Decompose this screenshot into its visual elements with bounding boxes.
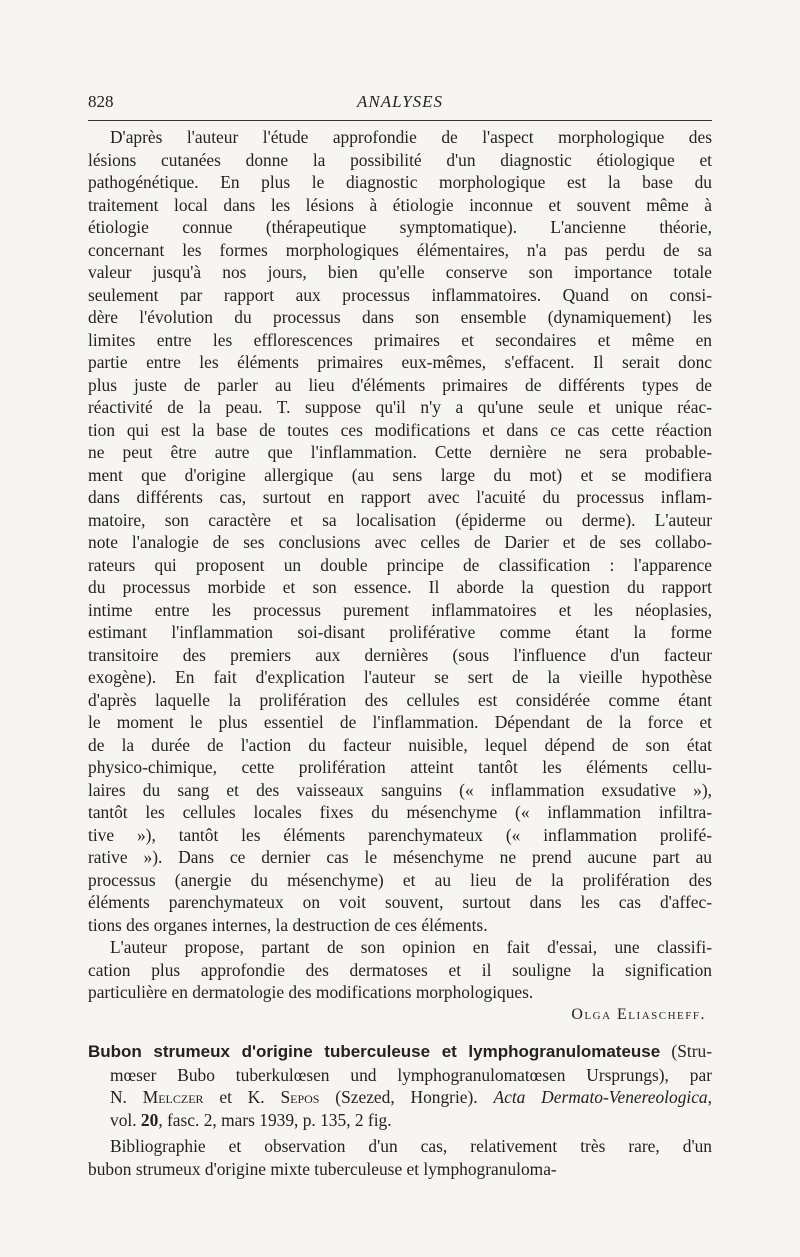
text-line: tion qui est la base de toutes ces modifications et dans ce cas cette réaction xyxy=(88,419,712,440)
page-number: 828 xyxy=(88,92,114,111)
text-line: intime entre les processus purement inflammatoires et les néoplasies, xyxy=(88,599,712,620)
text-line: de la durée de l'action du facteur nuisible, lequel dépend de son état xyxy=(88,734,712,755)
author-name-1: Melczer xyxy=(142,1087,204,1107)
text-line: transitoire des premiers aux dernières (sous l'influence d'un facteur xyxy=(88,644,712,665)
article-2-body xyxy=(88,1135,712,1180)
text-line: dère l'évolution du processus dans son ensemble (dynamiquement) les xyxy=(88,307,712,327)
article-1-paragraph-2 xyxy=(88,936,712,1004)
text-line: matoire, son caractère et sa localisation (épiderme ou derme). L'auteur xyxy=(88,509,712,530)
text-line: tions des organes internes, la destruction de ces éléments. xyxy=(88,914,488,935)
text-line: traitement local dans les lésions à étiologie inconnue et souvent même à xyxy=(88,194,712,215)
page-header xyxy=(88,92,712,116)
text-line: note l'analogie de ses conclusions avec celles de Darier et de ses collabo- xyxy=(88,532,712,552)
text-line: éléments parenchymateux on voit souvent, surtout dans les cas d'affec- xyxy=(88,892,712,912)
citation-line-4 xyxy=(88,1109,712,1132)
authors-prefix: N. xyxy=(110,1087,143,1107)
text-line: du processus morbide et son essence. Il aborde la question du rapport xyxy=(88,577,712,597)
citation-title-tail: (Stru- xyxy=(660,1041,712,1061)
text-line: D'après l'auteur l'étude approfondie de l'aspect morphologique des xyxy=(110,127,712,147)
volume-details: , fasc. 2, mars 1939, p. 135, 2 fig. xyxy=(158,1109,392,1130)
authors-separator: et K. xyxy=(203,1087,281,1107)
journal-name: Acta Dermato-Venereologica, xyxy=(493,1087,712,1107)
text-line: laires du sang et des vaisseaux sanguins (« inflammation exsudative »), xyxy=(88,779,712,800)
text-line: rative »). Dans ce dernier cas le mésenchyme ne prend aucune part au xyxy=(88,847,712,867)
text-line: seulement par rapport aux processus inflammatoires. Quand on consi- xyxy=(88,284,712,305)
text-line: physico-chimique, cette prolifération atteint tantôt les éléments cellu- xyxy=(88,757,712,777)
text-line: étiologie connue (thérapeutique symptomatique). L'ancienne théorie, xyxy=(88,217,712,237)
text-line: tantôt les cellules locales fixes du mésenchyme (« inflammation infiltra- xyxy=(88,802,712,822)
text-line: valeur jusqu'à nos jours, bien qu'elle conserve son importance totale xyxy=(88,262,712,282)
article-1-paragraph-1 xyxy=(88,126,712,936)
text-line: partie entre les éléments primaires eux-mêmes, s'effacent. Il serait donc xyxy=(88,352,712,372)
text-line: lésions cutanées donne la possibilité d'un diagnostic étiologique et xyxy=(88,149,712,170)
text-line: plus juste de parler au lieu d'éléments primaires de différents types de xyxy=(88,374,712,395)
citation-line-2: mœser Bubo tuberkulœsen und lymphogranulomatœsen Ursprungs), par xyxy=(110,1064,712,1085)
authors-location: (Szezed, Hongrie). xyxy=(319,1087,494,1107)
citation-line-1 xyxy=(88,1040,712,1064)
author-signature: Olga Eliascheff. xyxy=(571,1005,706,1023)
article-2-title: Bubon strumeux d'origine tuberculeuse et lymphogranulomateuse xyxy=(88,1042,661,1061)
volume-number: 20 xyxy=(140,1109,159,1130)
text-line: limites entre les efflorescences primaires et secondaires et même en xyxy=(88,329,712,350)
text-line: bubon strumeux d'origine mixte tuberculeuse et lymphogranuloma- xyxy=(88,1158,557,1179)
volume-prefix: vol. xyxy=(110,1109,141,1130)
text-line: tive »), tantôt les éléments parenchymateux (« inflammation prolifé- xyxy=(88,824,712,845)
text-line: cation plus approfondie des dermatoses et il souligne la signification xyxy=(88,959,712,980)
text-line: ment que d'origine allergique (au sens large du mot) et se modifiera xyxy=(88,464,712,485)
text-line: particulière en dermatologie des modifications morphologiques. xyxy=(88,982,534,1002)
text-line: réactivité de la peau. T. suppose qu'il n'y a qu'une seule et unique réac- xyxy=(88,397,712,417)
text-line: concernant les formes morphologiques élémentaires, n'a pas perdu de sa xyxy=(88,239,712,260)
author-name-2: Sepos xyxy=(280,1087,320,1107)
running-title: ANALYSES xyxy=(356,92,444,111)
article-2-citation xyxy=(88,1040,712,1131)
page-body xyxy=(88,126,712,1180)
text-line: dans différents cas, surtout en rapport avec l'acuité du processus inflam- xyxy=(88,487,712,507)
text-line: exogène). En fait d'explication l'auteur se sert de la vieille hypothèse xyxy=(88,667,712,687)
text-line: d'après laquelle la prolifération des cellules est considérée comme étant xyxy=(88,689,712,710)
text-line: pathogénétique. En plus le diagnostic morphologique est la base du xyxy=(88,172,712,192)
text-line: L'auteur propose, partant de son opinion en fait d'essai, une classifi- xyxy=(110,937,712,957)
text-line: estimant l'inflammation soi-disant proliférative comme étant la forme xyxy=(88,622,712,642)
header-rule xyxy=(88,120,712,121)
text-line: rateurs qui proposent un double principe de classification : l'apparence xyxy=(88,554,712,575)
text-line: le moment le plus essentiel de l'inflammation. Dépendant de la force et xyxy=(88,712,712,732)
text-line: ne peut être autre que l'inflammation. Cette dernière ne sera probable- xyxy=(88,442,712,462)
citation-line-3 xyxy=(88,1086,712,1109)
text-line: Bibliographie et observation d'un cas, relativement très rare, d'un xyxy=(110,1136,712,1156)
text-line: processus (anergie du mésenchyme) et au lieu de la prolifération des xyxy=(88,869,712,890)
